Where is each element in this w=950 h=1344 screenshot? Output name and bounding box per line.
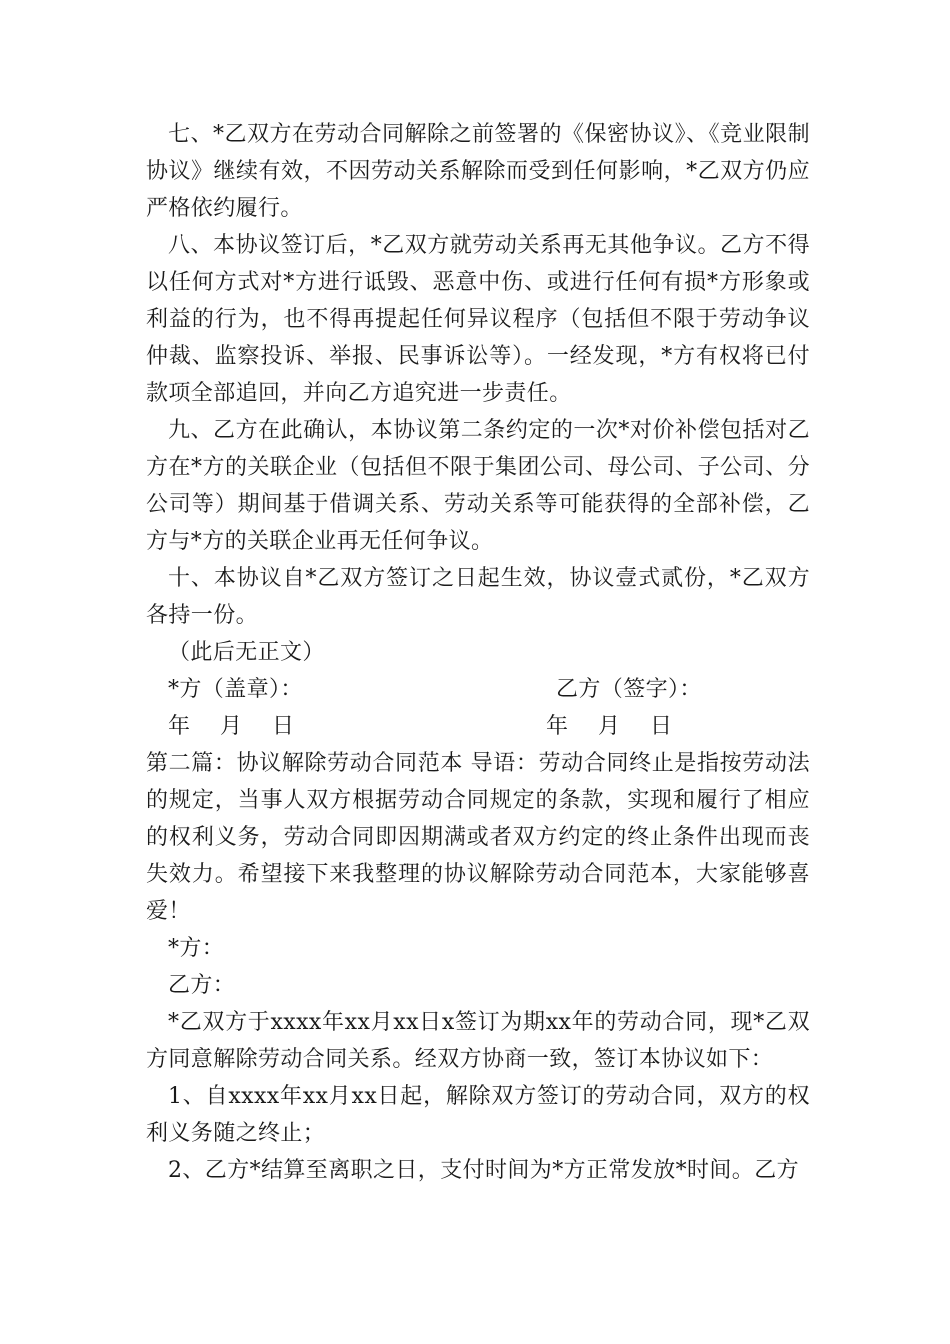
- party-a-seal-label: *方（盖章）：: [168, 677, 303, 702]
- signature-row: [146, 671, 810, 708]
- document-body: [146, 116, 810, 1189]
- signature-date-row: [146, 708, 810, 745]
- party-a-date: 年 月 日: [168, 714, 295, 739]
- clause-one: 1、自xxxx年xx月xx日起，解除双方签订的劳动合同，双方的权利义务随之终止；: [146, 1084, 810, 1146]
- party-a-line: *方：: [168, 936, 225, 961]
- clause-two: 2、乙方*结算至离职之日，支付时间为*方正常发放*时间。乙方: [168, 1158, 799, 1183]
- second-article-intro: 第二篇：协议解除劳动合同范本 导语：劳动合同终止是指按劳动法的规定，当事人双方根据劳动合同规定的条款，实现和履行了相应的权利义务，劳动合同即因期满或者双方约定的终止条件出现而丧失效力。希望接下来我整理的协议解除劳动合同范本，大家能够喜爱！: [146, 751, 810, 924]
- no-more-text-note: （此后无正文）: [168, 640, 325, 665]
- clause-seven: 七、*乙双方在劳动合同解除之前签署的《保密协议》、《竞业限制协议》继续有效，不因劳动关系解除而受到任何影响，*乙双方仍应严格依约履行。: [146, 122, 810, 221]
- clause-nine: 九、乙方在此确认，本协议第二条约定的一次*对价补偿包括对乙方在*方的关联企业（包括但不限于集团公司、母公司、子公司、分公司等）期间基于借调关系、劳动关系等可能获得的全部补偿，乙方与*方的关联企业再无任何争议。: [146, 418, 810, 554]
- agreement-preamble: *乙双方于xxxx年xx月xx日x签订为期xx年的劳动合同，现*乙双方同意解除劳动合同关系。经双方协商一致，签订本协议如下：: [146, 1010, 810, 1072]
- clause-eight: 八、本协议签订后，*乙双方就劳动关系再无其他争议。乙方不得以任何方式对*方进行诋毁、恶意中伤、或进行任何有损*方形象或利益的行为，也不得再提起任何异议程序（包括但不限于劳动争议仲裁、监察投诉、举报、民事诉讼等）。一经发现，*方有权将已付款项全部追回，并向乙方追究进一步责任。: [146, 233, 810, 406]
- party-b-line: 乙方：: [168, 973, 236, 998]
- clause-ten: 十、本协议自*乙双方签订之日起生效，协议壹式贰份，*乙双方各持一份。: [146, 566, 810, 628]
- party-b-signature-label: 乙方（签字）：: [556, 677, 702, 702]
- party-b-date: 年 月 日: [546, 714, 673, 739]
